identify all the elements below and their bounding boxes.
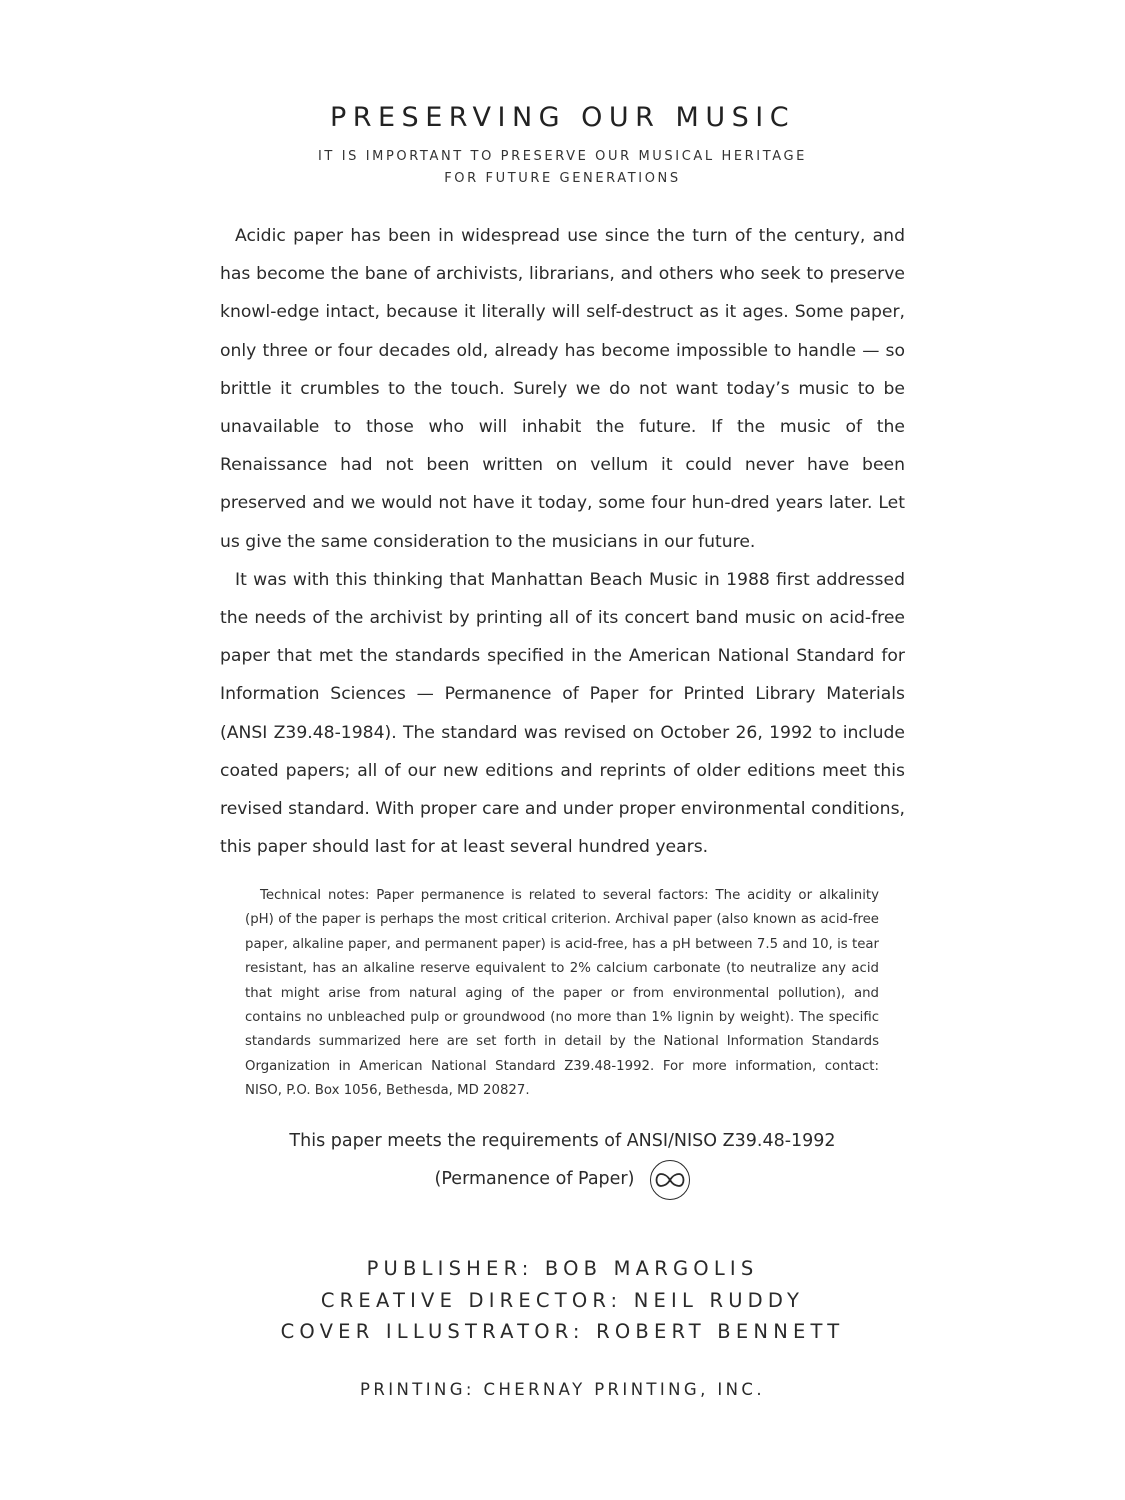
credit-creative-director: CREATIVE DIRECTOR: NEIL RUDDY	[320, 1288, 805, 1312]
technical-notes: Technical notes: Paper permanence is related to several factors: The acidity or alkalinity (pH) of the paper is perhaps the most critical criterion. Archival paper (also known as acid-free paper, alkaline paper, and permanent paper) is acid-free, has a pH between 7.5 and 10, is tear resistant, has an alkaline reserve equivalent to 2% calcium carbonate (to neutralize any acid that might arise from natural aging of the paper or from environmental pollution), and contains no unbleached pulp or groundwood (no more than 1% lignin by weight). The specific standards summarized here are set forth in detail by the National Information Standards Organization in American National Standard Z39.48-1992. For more information, contact: NISO, P.O. Box 1056, Bethesda, MD 20827.	[245, 888, 879, 1099]
body-paragraph-2: It was with this thinking that Manhattan Beach Music in 1988 first addressed the needs of the archivist by printing all of its concert band music on acid-free paper that met the standards specified in the American National Standard for Information Sciences — Permanence of Paper for Printed Library Materials (ANSI Z39.48-1984). The standard was revised on October 26, 1992 to include coated papers; all of our new editions and reprints of older editions meet this revised standard. With proper care and under proper environmental conditions, this paper should last for at least several hundred years.	[220, 569, 905, 858]
compliance-line-2-row	[435, 1159, 691, 1199]
credit-publisher: PUBLISHER: BOB MARGOLIS	[366, 1257, 759, 1280]
credit-cover-illustrator: COVER ILLUSTRATOR: ROBERT BENNETT	[280, 1320, 845, 1343]
subtitle-line-2: FOR FUTURE GENERATIONS	[444, 171, 681, 186]
compliance-line-1: This paper meets the requirements of ANSI/NISO Z39.48-1992	[289, 1131, 836, 1151]
page-title: PRESERVING OUR MUSIC	[329, 102, 796, 133]
page-subtitle	[0, 146, 1125, 190]
credits	[0, 1253, 1125, 1348]
body-paragraph-1: Acidic paper has been in widespread use since the turn of the century, and has become the bane of archivists, librarians, and others who seek to preserve knowl-edge intact, because it literally will self-destruct as it ages. Some paper, only three or four decades old, already has become impossible to handle — so brittle it crumbles to the touch. Surely we do not want today’s music to be unavailable to those who will inhabit the future. If the music of the Renaissance had not been written on vellum it could never have been preserved and we would not have it today, some four hun-dred years later. Let us give the same consideration to the musicians in our future.	[220, 226, 905, 552]
body-text	[220, 217, 905, 866]
infinity-icon-glyph	[655, 1171, 685, 1189]
credit-printing: PRINTING: CHERNAY PRINTING, INC.	[360, 1380, 765, 1399]
infinity-icon	[650, 1160, 690, 1200]
compliance-line-2: (Permanence of Paper)	[434, 1169, 635, 1189]
subtitle-line-1: IT IS IMPORTANT TO PRESERVE OUR MUSICAL HERITAGE	[318, 149, 807, 164]
compliance-statement	[0, 1123, 1125, 1199]
